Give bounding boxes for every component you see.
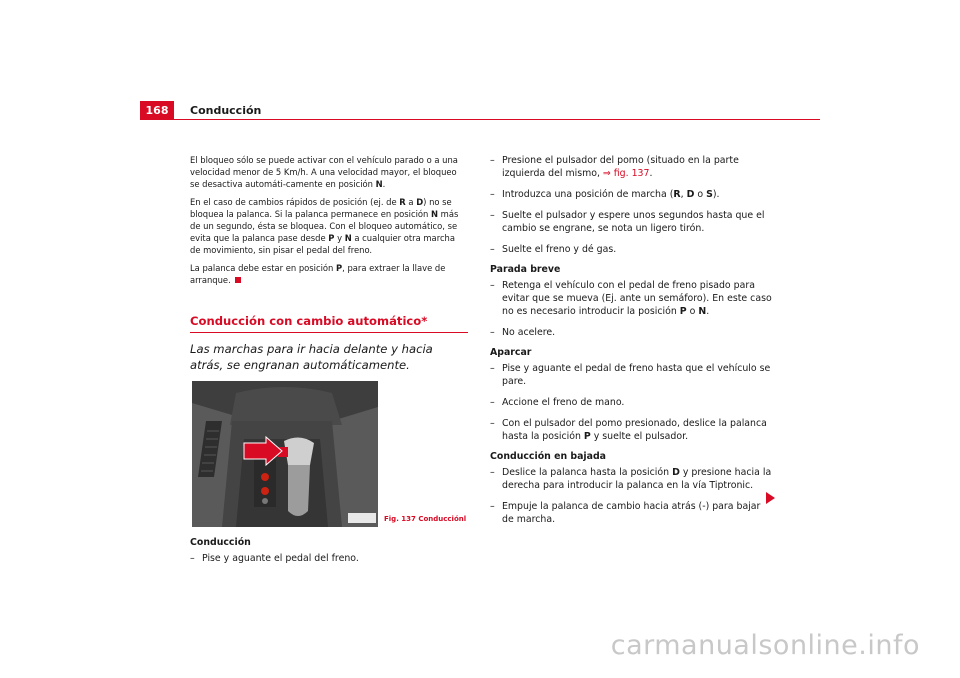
paragraph-key-removal: La palanca debe estar en posición P, para extraer la llave de arranque. [190, 263, 446, 285]
list-item: – Suelte el pulsador y espere unos segundos hasta que el cambio se engrane, se nota un ligero tirón. [490, 210, 765, 234]
subheading-parada-breve: Parada breve [490, 264, 561, 275]
continue-arrow-icon [766, 492, 775, 504]
list-item: – No acelere. [490, 327, 556, 338]
page-number: 168 [140, 101, 174, 119]
left-column [190, 154, 468, 573]
section-title: Conducción con cambio automático* [190, 314, 428, 328]
watermark: carmanualsonline.info [610, 630, 920, 661]
figure-link[interactable]: ⇒ fig. 137 [602, 168, 650, 179]
header-rule [140, 119, 820, 120]
subheading-conduccion-bajada: Conducción en bajada [490, 451, 606, 462]
gear-lever-illustration [192, 381, 378, 527]
list-item: – Deslice la palanca hasta la posición D y presione hacia la derecha para introducir la palanca en la vía Tiptronic. [490, 467, 772, 491]
right-column [490, 154, 772, 534]
list-item: – Pise y aguante el pedal del freno. [190, 553, 359, 564]
list-item: – Suelte el freno y dé gas. [490, 244, 617, 255]
chapter-title: Conducción [190, 104, 262, 117]
subheading-conduccion: Conducción [190, 537, 251, 548]
list-item: – Con el pulsador del pomo presionado, deslice la palanca hasta la posición P y suelte el pulsador. [490, 418, 767, 442]
subheading-aparcar: Aparcar [490, 347, 532, 358]
section-lead: Las marchas para ir hacia delante y hacia atrás, se engranan automáticamente. [190, 342, 433, 372]
figure-caption: Fig. 137 Conducciónl [384, 515, 467, 523]
list-item: – Pise y aguante el pedal de freno hasta que el vehículo se pare. [490, 363, 771, 387]
list-item: – Introduzca una posición de marcha (R, D o S). [490, 189, 720, 200]
section-rule [190, 332, 468, 333]
list-item: – Empuje la palanca de cambio hacia atrás (-) para bajar de marcha. [490, 501, 761, 525]
paragraph-quick-change: En el caso de cambios rápidos de posición (ej. de R a D) no se bloquea la palanca. Si la palanca permanece en posición N más de un segundo, ésta se bloquea. Con el bloqueo automático, se evita que la palanca pase desde P y N a cualquier otra marcha de movimiento, sin pisar el pedal del freno. [190, 197, 459, 255]
list-item: – Retenga el vehículo con el pedal de freno pisado para evitar que se mueva (Ej. ante un semáforo). En este caso no es necesario introducir la posición P o N. [490, 280, 772, 317]
figure-137 [190, 381, 468, 529]
end-of-section-icon [235, 277, 241, 283]
list-item: – Accione el freno de mano. [490, 397, 625, 408]
list-item: – Presione el pulsador del pomo (situado en la parte izquierda del mismo, ⇒ fig. 137. [490, 155, 739, 179]
paragraph-lock-speed: El bloqueo sólo se puede activar con el vehículo parado o a una velocidad menor de 5 Km/h. A una velocidad mayor, el bloqueo se desactiva automáti-camente en posición N. [190, 155, 458, 189]
